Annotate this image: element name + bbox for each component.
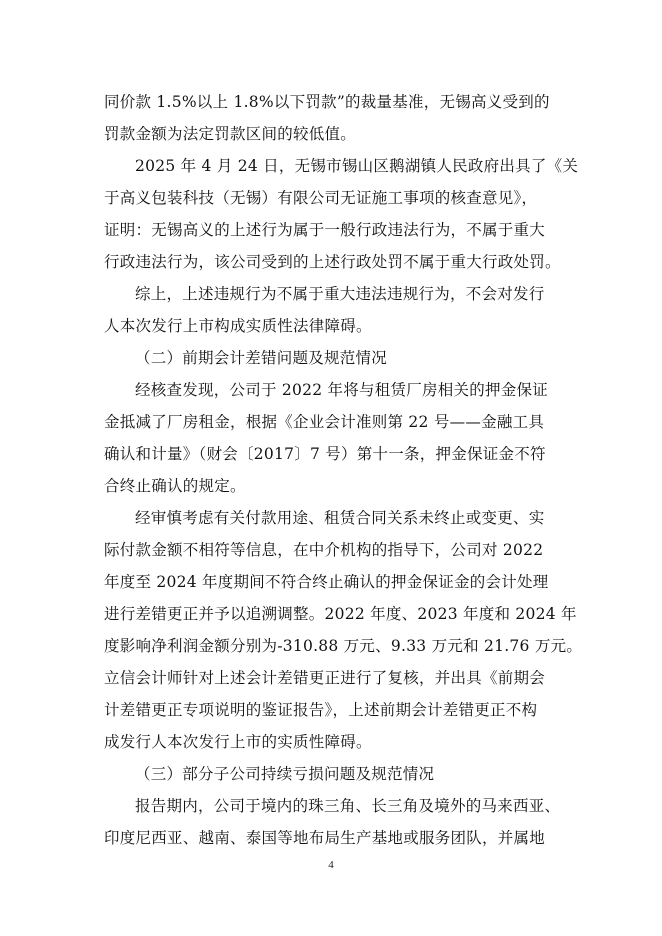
paragraph-line: 立信会计师针对上述会计差错更正进行了复核，并出具《前期会 <box>104 669 546 687</box>
paragraph-line: 2025 年 4 月 24 日，无锡市锡山区鹅湖镇人民政府出具了《关 <box>135 157 579 175</box>
section-heading: （二）前期会计差错问题及规范情况 <box>135 349 388 367</box>
paragraph-line: 人本次发行上市构成实质性法律障碍。 <box>104 317 372 335</box>
paragraph-line: 际付款金额不相符等信息，在中介机构的指导下，公司对 2022 <box>104 541 544 559</box>
paragraph-line: 金抵减了厂房租金，根据《企业会计准则第 22 号——金融工具 <box>104 413 545 431</box>
paragraph-line: 进行差错更正并予以追溯调整。2022 年度、2023 年度和 2024 年 <box>104 605 577 623</box>
paragraph-line: 经审慎考虑有关付款用途、租赁合同关系未终止或变更、实 <box>135 509 545 527</box>
paragraph-line: 印度尼西亚、越南、泰国等地布局生产基地或服务团队，并属地 <box>104 829 546 847</box>
paragraph-line: 确认和计量》（财会〔2017〕7 号）第十一条，押金保证金不符 <box>104 445 546 463</box>
paragraph-line: 计差错更正专项说明的鉴证报告》，上述前期会计差错更正不构 <box>104 701 538 719</box>
paragraph-line: 行政违法行为，该公司受到的上述行政处罚不属于重大行政处罚。 <box>104 253 561 271</box>
paragraph-line: 证明：无锡高义的上述行为属于一般行政违法行为，不属于重大 <box>104 221 546 239</box>
paragraph-line: 罚款金额为法定罚款区间的较低值。 <box>104 125 357 143</box>
paragraph-line: 年度至 2024 年度期间不符合终止确认的押金保证金的会计处理 <box>104 573 549 591</box>
paragraph-line: 综上，上述违规行为不属于重大违法违规行为，不会对发行 <box>135 285 545 303</box>
page-number: 4 <box>328 859 334 871</box>
paragraph-line: 成发行人本次发行上市的实质性障碍。 <box>104 733 372 751</box>
paragraph-line: 经核查发现，公司于 2022 年将与租赁厂房相关的押金保证 <box>135 381 549 399</box>
body-text <box>104 86 583 854</box>
paragraph-line: 同价款 1.5%以上 1.8%以下罚款”的裁量基准，无锡高义受到的 <box>104 93 550 111</box>
paragraph-line: 于高义包装科技（无锡）有限公司无证施工事项的核查意见》， <box>104 189 538 207</box>
paragraph-line: 合终止确认的规定。 <box>104 477 246 495</box>
paragraph-line: 度影响净利润金额分别为-310.88 万元、9.33 万元和 21.76 万元。 <box>104 637 583 655</box>
paragraph-line: 报告期内，公司于境内的珠三角、长三角及境外的马来西亚、 <box>135 797 561 815</box>
section-heading: （三）部分子公司持续亏损问题及规范情况 <box>135 765 435 783</box>
